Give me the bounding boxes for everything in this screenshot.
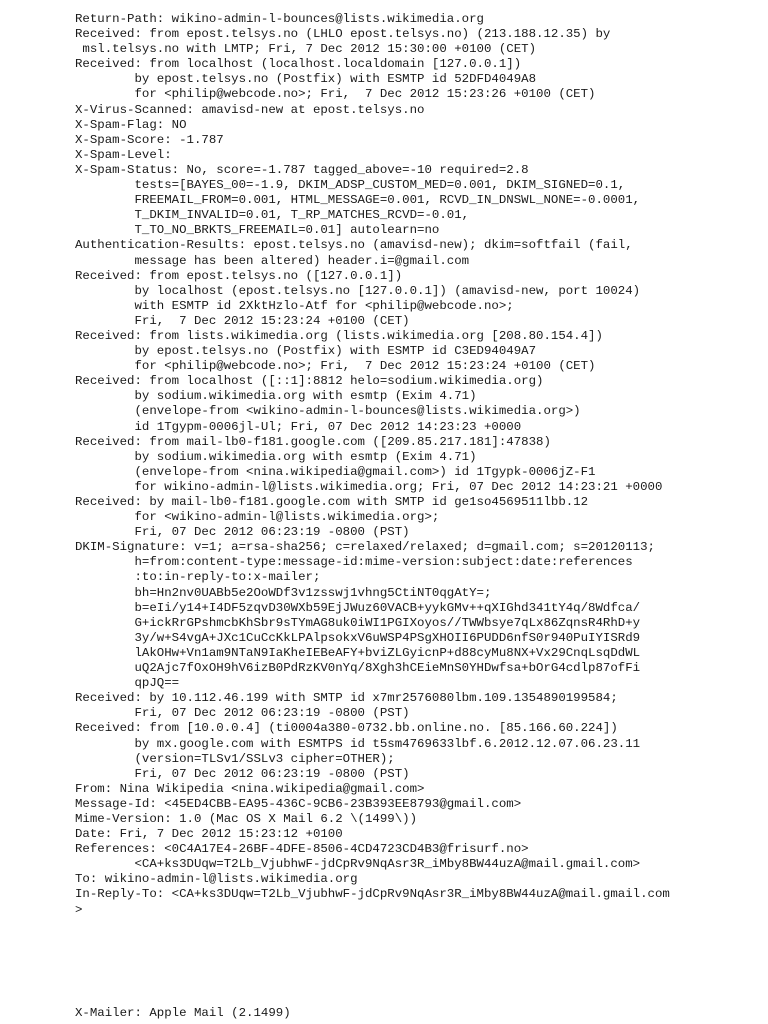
header-line: by epost.telsys.no (Postfix) with ESMTP id 52DFD4049A8 [75,72,537,87]
header-line: by epost.telsys.no (Postfix) with ESMTP id C3ED94049A7 [75,344,537,359]
header-line: h=from:content-type:message-id:mime-version:subject:date:references [75,555,633,570]
header-line: > [75,902,83,917]
email-headers-footer [75,1006,765,1021]
header-line: Received: from [10.0.0.4] (ti0004a380-0732.bb.online.no. [85.166.60.224]) [75,721,618,736]
header-line: bh=Hn2nv0UABb5e2OoWDf3v1zsswj1vhng5CtiNT0qgAtY=; [75,585,492,600]
header-line: G+ickRrGPshmcbKhSbr9sTYmAG8uk0iWI1PGIXoyos//TWWbsye7qLx86ZqnsR4RhD+y [75,615,641,630]
header-line: :to:in-reply-to:x-mailer; [75,570,321,585]
header-line: T_TO_NO_BRKTS_FREEMAIL=0.01] autolearn=no [75,223,440,238]
header-line: by mx.google.com with ESMTPS id t5sm4769633lbf.6.2012.12.07.06.23.11 [75,736,641,751]
header-line: DKIM-Signature: v=1; a=rsa-sha256; c=relaxed/relaxed; d=gmail.com; s=20120113; [75,540,655,555]
header-line: X-Spam-Score: -1.787 [75,132,224,147]
header-line: Fri, 07 Dec 2012 06:23:19 -0800 (PST) [75,706,410,721]
header-line: by localhost (epost.telsys.no [127.0.0.1]) (amavisd-new, port 10024) [75,283,641,298]
header-line: X-Spam-Status: No, score=-1.787 tagged_above=-10 required=2.8 [75,162,529,177]
header-line: FREEMAIL_FROM=0.001, HTML_MESSAGE=0.001, RCVD_IN_DNSWL_NONE=-0.0001, [75,193,641,208]
header-line: To: wikino-admin-l@lists.wikimedia.org [75,872,358,887]
header-line: Received: from epost.telsys.no (LHLO epost.telsys.no) (213.188.12.35) by [75,27,611,42]
header-line: X-Spam-Level: [75,147,172,162]
header-line: qpJQ== [75,676,180,691]
header-line: Authentication-Results: epost.telsys.no (amavisd-new); dkim=softfail (fail, [75,238,633,253]
header-line: lAkOHw+Vn1am9NTaN9IaKheIEBeAFY+bviZLGyicnP+d88cyMu8NX+Vx29CnqLsqDdWL [75,645,641,660]
header-line: 3y/w+S4vgA+JXc1CuCcKkLPAlpsokxV6uWSP4PSgXHOII6PUDD6nfS0r940PuIYISRd9 [75,630,641,645]
header-line: Message-Id: <45ED4CBB-EA95-436C-9CB6-23B393EE8793@gmail.com> [75,796,522,811]
email-headers-block [75,12,765,918]
header-line: b=eIi/y14+I4DF5zqvD30WXb59EjJWuz60VACB+yykGMv++qXIGhd341tY4q/8Wdfca/ [75,600,641,615]
header-line: with ESMTP id 2XktHzlo-Atf for <philip@webcode.no>; [75,298,514,313]
header-line: Received: by 10.112.46.199 with SMTP id x7mr2576080lbm.109.1354890199584; [75,691,618,706]
header-line: Received: from mail-lb0-f181.google.com ([209.85.217.181]:47838) [75,434,551,449]
header-line: id 1Tgypm-0006jl-Ul; Fri, 07 Dec 2012 14:23:23 +0000 [75,419,522,434]
header-line: for <philip@webcode.no>; Fri, 7 Dec 2012 15:23:24 +0100 (CET) [75,359,596,374]
header-line: Date: Fri, 7 Dec 2012 15:23:12 +0100 [75,827,343,842]
header-line: X-Spam-Flag: NO [75,117,187,132]
header-line: by sodium.wikimedia.org with esmtp (Exim 4.71) [75,389,477,404]
header-line: References: <0C4A17E4-26BF-4DFE-8506-4CD4723CD4B3@frisurf.no> [75,842,529,857]
header-line: for <wikino-admin-l@lists.wikimedia.org>; [75,510,440,525]
header-line: Fri, 7 Dec 2012 15:23:24 +0100 (CET) [75,313,410,328]
header-line: Received: by mail-lb0-f181.google.com with SMTP id ge1so4569511lbb.12 [75,495,589,509]
header-line: message has been altered) header.i=@gmail.com [75,253,470,268]
header-line: for <philip@webcode.no>; Fri, 7 Dec 2012 15:23:26 +0100 (CET) [75,87,596,102]
header-line: (envelope-from <wikino-admin-l-bounces@lists.wikimedia.org>) [75,404,581,419]
header-line: tests=[BAYES_00=-1.9, DKIM_ADSP_CUSTOM_MED=0.001, DKIM_SIGNED=0.1, [75,178,626,193]
header-line: T_DKIM_INVALID=0.01, T_RP_MATCHES_RCVD=-0.01, [75,208,470,223]
header-line: From: Nina Wikipedia <nina.wikipedia@gmail.com> [75,781,425,796]
header-line: Received: from localhost ([::1]:8812 helo=sodium.wikimedia.org) [75,374,544,389]
header-line: (envelope-from <nina.wikipedia@gmail.com>) id 1Tgypk-0006jZ-F1 [75,464,596,479]
header-line: Received: from epost.telsys.no ([127.0.0.1]) [75,268,403,283]
header-line: (version=TLSv1/SSLv3 cipher=OTHER); [75,751,395,766]
header-line: Received: from localhost (localhost.localdomain [127.0.0.1]) [75,57,522,72]
header-line: Fri, 07 Dec 2012 06:23:19 -0800 (PST) [75,525,410,540]
header-line: <CA+ks3DUqw=T2Lb_VjubhwF-jdCpRv9NqAsr3R_iMby8BW44uzA@mail.gmail.com> [75,857,641,872]
header-line: X-Virus-Scanned: amavisd-new at epost.telsys.no [75,102,425,117]
header-line: Return-Path: wikino-admin-l-bounces@lists.wikimedia.org [75,12,484,26]
header-line: In-Reply-To: <CA+ks3DUqw=T2Lb_VjubhwF-jdCpRv9NqAsr3R_iMby8BW44uzA@mail.gmail.com [75,887,670,902]
header-line: Received: from lists.wikimedia.org (lists.wikimedia.org [208.80.154.4]) [75,328,603,343]
header-line: Mime-Version: 1.0 (Mac OS X Mail 6.2 \(1499\)) [75,811,418,826]
header-line: Fri, 07 Dec 2012 06:23:19 -0800 (PST) [75,766,410,781]
header-line: uQ2Ajc7fOxOH9hV6izB0PdRzKV0nYq/8Xgh3hCEieMnS0YHDwfsa+bOrG4cdlp87ofFi [75,661,641,676]
header-line: by sodium.wikimedia.org with esmtp (Exim 4.71) [75,449,477,464]
x-mailer-line: X-Mailer: Apple Mail (2.1499) [75,1006,291,1020]
header-line: for wikino-admin-l@lists.wikimedia.org; Fri, 07 Dec 2012 14:23:21 +0000 [75,479,663,494]
header-line: msl.telsys.no with LMTP; Fri, 7 Dec 2012 15:30:00 +0100 (CET) [75,42,537,57]
